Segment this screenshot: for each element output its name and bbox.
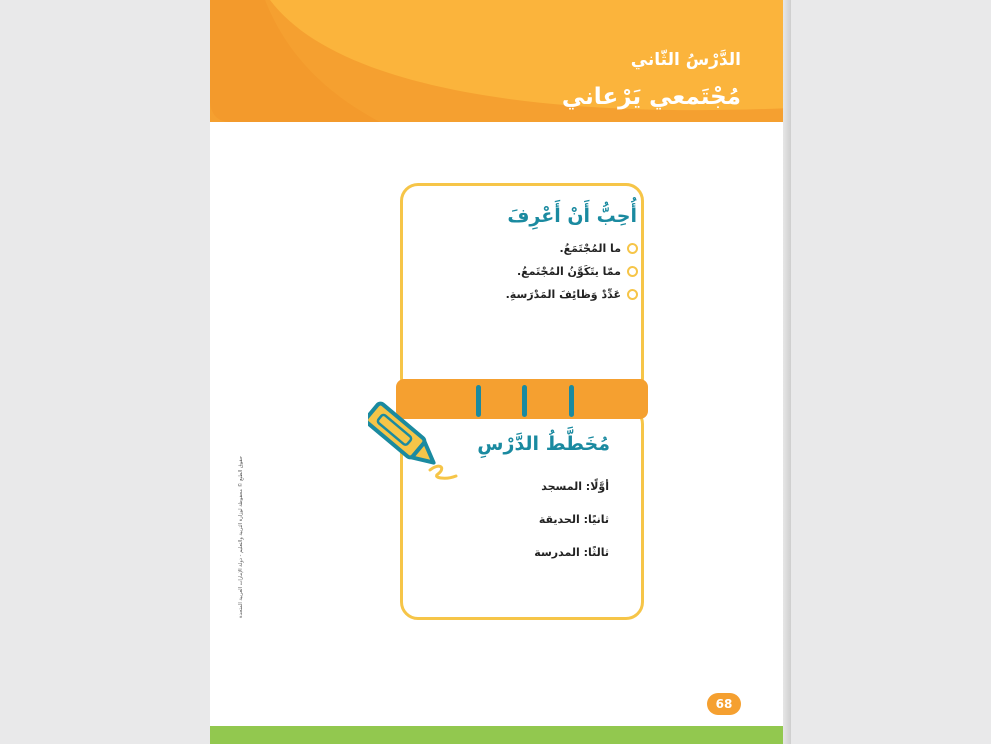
plan-list — [534, 480, 609, 579]
footer-bar — [210, 726, 791, 744]
list-item: ما المُجْتَمَعُ. — [506, 237, 638, 260]
list-item: ثانيًا: الحديقة — [538, 513, 609, 526]
page-edge — [783, 0, 791, 744]
plan-heading: مُخَطَّطُ الدَّرْسِ — [477, 433, 610, 455]
list-item: أوَّلًا: المسجد — [541, 480, 609, 493]
circle-bullet-icon — [627, 243, 638, 254]
binder-ring — [476, 385, 481, 417]
circle-bullet-icon — [627, 289, 638, 300]
binder-ring — [569, 385, 574, 417]
circle-bullet-icon — [627, 266, 638, 277]
list-item: عَدِّدْ وَظائِفَ المَدْرَسةِ. — [506, 283, 638, 306]
list-item: ممّا يتَكَوَّنُ المُجْتَمعُ. — [506, 260, 638, 283]
binder-ring — [522, 385, 527, 417]
copyright-note: حقوق الطبع © محفوظة لوزارة التربية والتعليم - دولة الإمارات العربية المتحدة — [238, 456, 244, 618]
list-item: ثالثًا: المدرسة — [534, 546, 609, 559]
learn-list — [506, 237, 638, 306]
page-number: 68 — [707, 693, 741, 715]
textbook-page — [210, 0, 791, 744]
learn-heading: أُحِبُّ أَنْ أَعْرِفَ — [507, 205, 637, 227]
lesson-number: الدَّرْسُ الثّاني — [630, 50, 741, 70]
lesson-title: مُجْتَمعي يَرْعاني — [561, 84, 741, 110]
crayon-icon — [368, 392, 468, 487]
